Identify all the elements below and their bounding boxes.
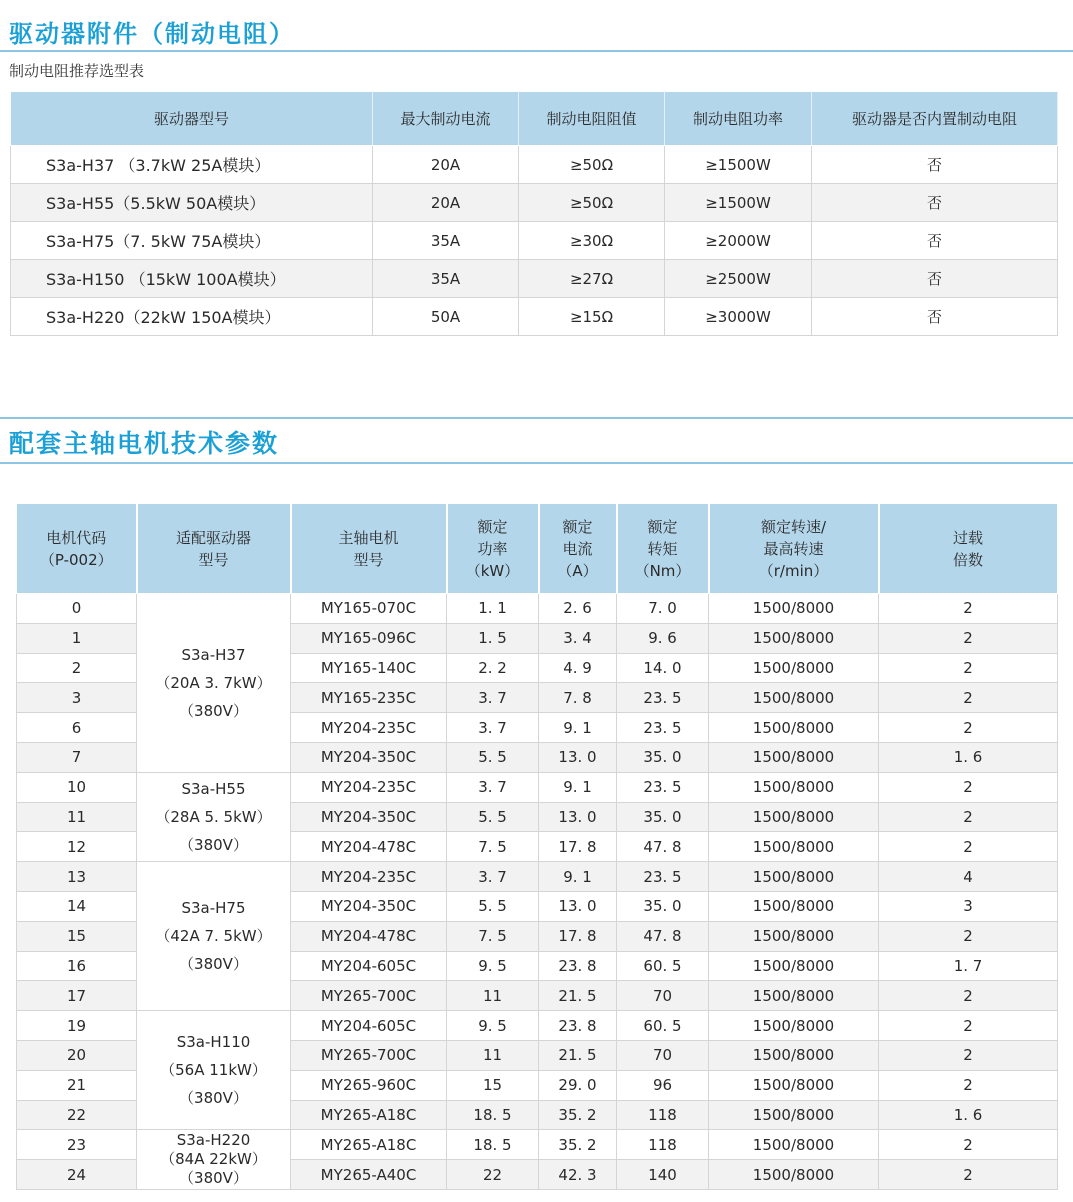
table-cell: MY204-605C (291, 951, 447, 981)
table-cell: 9. 5 (447, 951, 539, 981)
motor-code-cell: 14 (17, 891, 137, 921)
table-cell: 23. 5 (617, 862, 709, 892)
column-header (17, 504, 137, 594)
table-cell: 2 (879, 1011, 1058, 1041)
table-row (11, 184, 1058, 222)
table-cell: ≥1500W (665, 146, 812, 184)
header-line: （Nm） (634, 561, 691, 580)
table-cell: MY265-700C (291, 981, 447, 1011)
spindle-motor-table (16, 503, 1059, 1190)
header-line: 转矩 (647, 539, 678, 558)
driver-model-cell (137, 862, 291, 1011)
table-cell: 35. 0 (617, 891, 709, 921)
table-cell: 2 (879, 1130, 1058, 1160)
motor-code-cell: 19 (17, 1011, 137, 1041)
table-cell: ≥50Ω (519, 184, 665, 222)
table-cell: MY204-235C (291, 772, 447, 802)
table-cell: 3. 7 (447, 713, 539, 743)
driver-model-cell (137, 1011, 291, 1130)
driver-line: S3a-H220 (176, 1131, 251, 1150)
table-cell: 7. 5 (447, 832, 539, 862)
driver-model-cell (137, 772, 291, 861)
table-row (11, 146, 1058, 184)
column-header (539, 504, 617, 594)
motor-code-cell: 23 (17, 1130, 137, 1160)
driver-line: S3a-H110 (176, 1033, 251, 1052)
table-cell: 60. 5 (617, 951, 709, 981)
table-cell: 1500/8000 (709, 742, 879, 772)
table-cell: 50A (373, 298, 519, 336)
section2-top-divider (0, 417, 1073, 419)
table-cell: 1500/8000 (709, 1100, 879, 1130)
column-header: 最大制动电流 (373, 92, 519, 146)
header-line: 倍数 (952, 550, 983, 569)
table-cell: 70 (617, 1040, 709, 1070)
table-cell: 5. 5 (447, 802, 539, 832)
column-header: 驱动器是否内置制动电阻 (812, 92, 1058, 146)
table-cell: 3. 7 (447, 683, 539, 713)
table-cell: 2 (879, 802, 1058, 832)
table-cell: 21. 5 (539, 981, 617, 1011)
table-cell: 1500/8000 (709, 802, 879, 832)
motor-code-cell: 1 (17, 623, 137, 653)
table-cell: 20A (373, 184, 519, 222)
header-line: （P-002） (39, 550, 113, 569)
motor-code-cell: 12 (17, 832, 137, 862)
column-header (879, 504, 1058, 594)
table-cell: 2 (879, 1040, 1058, 1070)
motor-code-cell: 22 (17, 1100, 137, 1130)
table-cell: 1500/8000 (709, 623, 879, 653)
table-cell: MY265-700C (291, 1040, 447, 1070)
driver-model-cell (137, 594, 291, 773)
table-cell: 1. 6 (879, 1100, 1058, 1130)
table-row (17, 1130, 1058, 1160)
table-cell: 23. 8 (539, 1011, 617, 1041)
section1-title: 驱动器附件（制动电阻） (9, 19, 295, 48)
table-row (17, 1011, 1058, 1041)
table-row (17, 862, 1058, 892)
table-cell: MY204-350C (291, 891, 447, 921)
table-cell: 23. 5 (617, 683, 709, 713)
motor-code-cell: 20 (17, 1040, 137, 1070)
table-cell: ≥50Ω (519, 146, 665, 184)
header-line: 型号 (198, 550, 229, 569)
braking-resistor-table (10, 91, 1058, 336)
driver-model-cell: S3a-H150 （15kW 100A模块） (11, 260, 373, 298)
table-cell: MY265-A18C (291, 1130, 447, 1160)
table-cell: 11 (447, 1040, 539, 1070)
header-line: （A） (557, 561, 598, 580)
table-cell: 1500/8000 (709, 951, 879, 981)
motor-code-cell: 2 (17, 653, 137, 683)
table-cell: 2 (879, 921, 1058, 951)
table-cell: 47. 8 (617, 832, 709, 862)
table-cell: 1500/8000 (709, 1011, 879, 1041)
table-row (11, 298, 1058, 336)
table-cell: 42. 3 (539, 1160, 617, 1190)
motor-code-cell: 6 (17, 713, 137, 743)
column-header: 驱动器型号 (11, 92, 373, 146)
table-cell: 118 (617, 1100, 709, 1130)
header-line: 功率 (477, 539, 508, 558)
table-cell: 47. 8 (617, 921, 709, 951)
table-cell: 2 (879, 1070, 1058, 1100)
table-cell: MY204-235C (291, 713, 447, 743)
column-header (447, 504, 539, 594)
table-cell: 35A (373, 260, 519, 298)
table-cell: 5. 5 (447, 891, 539, 921)
column-header: 制动电阻阻值 (519, 92, 665, 146)
table-cell: 23. 5 (617, 772, 709, 802)
column-header: 制动电阻功率 (665, 92, 812, 146)
table-cell: 3. 7 (447, 772, 539, 802)
table-cell: 7. 0 (617, 594, 709, 624)
table-cell: 60. 5 (617, 1011, 709, 1041)
table-cell: MY265-A40C (291, 1160, 447, 1190)
table-cell: 2 (879, 832, 1058, 862)
table-cell: 23. 8 (539, 951, 617, 981)
table-cell: MY204-350C (291, 802, 447, 832)
table-cell: 1500/8000 (709, 772, 879, 802)
table-cell: 118 (617, 1130, 709, 1160)
table-cell: 17. 8 (539, 832, 617, 862)
table-row (11, 222, 1058, 260)
table-cell: 7. 5 (447, 921, 539, 951)
motor-code-cell: 10 (17, 772, 137, 802)
driver-model-cell (137, 1130, 291, 1190)
table-cell: MY265-A18C (291, 1100, 447, 1130)
column-header (709, 504, 879, 594)
table-cell: 2 (879, 713, 1058, 743)
header-line: 适配驱动器 (175, 528, 251, 547)
table-cell: 2 (879, 683, 1058, 713)
table-cell: ≥2000W (665, 222, 812, 260)
table-cell: 22 (447, 1160, 539, 1190)
table-cell: 否 (812, 184, 1058, 222)
header-line: 额定 (647, 517, 678, 536)
table-cell: 2 (879, 1160, 1058, 1190)
motor-code-cell: 13 (17, 862, 137, 892)
table-cell: MY165-235C (291, 683, 447, 713)
header-line: （kW） (465, 561, 520, 580)
driver-line: S3a-H75 (181, 899, 246, 918)
motor-code-cell: 0 (17, 594, 137, 624)
driver-model-cell: S3a-H75（7. 5kW 75A模块） (11, 222, 373, 260)
motor-code-cell: 24 (17, 1160, 137, 1190)
table-cell: 1500/8000 (709, 981, 879, 1011)
table-cell: 否 (812, 298, 1058, 336)
header-line: 型号 (353, 550, 384, 569)
table-cell: 1. 7 (879, 951, 1058, 981)
driver-line: （42A 7. 5kW） (155, 927, 272, 946)
driver-line: （84A 22kW） (160, 1150, 267, 1169)
table-cell: 21. 5 (539, 1040, 617, 1070)
table-cell: 11 (447, 981, 539, 1011)
table-cell: 13. 0 (539, 742, 617, 772)
motor-code-cell: 15 (17, 921, 137, 951)
table-cell: 18. 5 (447, 1130, 539, 1160)
table-cell: 否 (812, 146, 1058, 184)
table-cell: 9. 1 (539, 713, 617, 743)
table-cell: 13. 0 (539, 802, 617, 832)
header-line: 额定 (562, 517, 593, 536)
table-cell: 2 (879, 594, 1058, 624)
table-cell: 23. 5 (617, 713, 709, 743)
section2-title: 配套主轴电机技术参数 (9, 429, 280, 458)
table-cell: 否 (812, 222, 1058, 260)
header-line: （r/min） (758, 561, 829, 580)
driver-line: S3a-H55 (181, 779, 246, 798)
table-cell: 13. 0 (539, 891, 617, 921)
table-cell: 9. 1 (539, 772, 617, 802)
table-cell: 2. 6 (539, 594, 617, 624)
table-cell: 18. 5 (447, 1100, 539, 1130)
table-cell: 1500/8000 (709, 1130, 879, 1160)
table-cell: ≥3000W (665, 298, 812, 336)
table-cell: 35. 0 (617, 802, 709, 832)
table-cell: 9. 1 (539, 862, 617, 892)
motor-code-cell: 7 (17, 742, 137, 772)
section1-subtitle: 制动电阻推荐选型表 (9, 62, 145, 80)
table-cell: 1500/8000 (709, 1160, 879, 1190)
table-cell: ≥30Ω (519, 222, 665, 260)
header-line: 过载 (952, 528, 983, 547)
table-cell: 2 (879, 653, 1058, 683)
table-cell: 29. 0 (539, 1070, 617, 1100)
table-cell: MY204-478C (291, 921, 447, 951)
table-cell: ≥2500W (665, 260, 812, 298)
table-cell: 140 (617, 1160, 709, 1190)
table-cell: 1500/8000 (709, 1070, 879, 1100)
motor-code-cell: 17 (17, 981, 137, 1011)
table-cell: MY204-478C (291, 832, 447, 862)
motor-code-cell: 3 (17, 683, 137, 713)
table-cell: MY165-140C (291, 653, 447, 683)
table-cell: 3. 4 (539, 623, 617, 653)
driver-line: （380V） (179, 835, 248, 854)
motor-code-cell: 21 (17, 1070, 137, 1100)
table-cell: 3 (879, 891, 1058, 921)
table-cell: 1500/8000 (709, 683, 879, 713)
table-cell: 3. 7 (447, 862, 539, 892)
column-header (137, 504, 291, 594)
table-cell: 35A (373, 222, 519, 260)
column-header (617, 504, 709, 594)
table-cell: 35. 2 (539, 1100, 617, 1130)
table-cell: MY265-960C (291, 1070, 447, 1100)
header-line: 主轴电机 (338, 528, 399, 547)
table-cell: 1500/8000 (709, 1040, 879, 1070)
table-cell: 9. 5 (447, 1011, 539, 1041)
table-cell: MY204-235C (291, 862, 447, 892)
table-cell: 20A (373, 146, 519, 184)
section2-bottom-divider (0, 462, 1073, 464)
table-cell: 1. 6 (879, 742, 1058, 772)
table-cell: 15 (447, 1070, 539, 1100)
table-cell: 17. 8 (539, 921, 617, 951)
table-row (17, 594, 1058, 624)
table-cell: 35. 0 (617, 742, 709, 772)
table-cell: 35. 2 (539, 1130, 617, 1160)
table-cell: MY165-070C (291, 594, 447, 624)
table-row (17, 772, 1058, 802)
driver-line: （56A 11kW） (160, 1061, 267, 1080)
header-line: 最高转速 (763, 539, 824, 558)
header-line: 额定转速/ (760, 517, 827, 536)
table-cell: ≥27Ω (519, 260, 665, 298)
driver-line: （380V） (179, 701, 248, 720)
table-cell: 2 (879, 772, 1058, 802)
top-divider (0, 50, 1073, 52)
table-cell: 4. 9 (539, 653, 617, 683)
table-cell: 1500/8000 (709, 713, 879, 743)
column-header (291, 504, 447, 594)
driver-model-cell: S3a-H37 （3.7kW 25A模块） (11, 146, 373, 184)
driver-line: （380V） (179, 1089, 248, 1108)
table-cell: 2. 2 (447, 653, 539, 683)
table-cell: 96 (617, 1070, 709, 1100)
table-cell: 9. 6 (617, 623, 709, 653)
table-cell: 4 (879, 862, 1058, 892)
table-cell: ≥15Ω (519, 298, 665, 336)
table-cell: 否 (812, 260, 1058, 298)
driver-model-cell: S3a-H220（22kW 150A模块） (11, 298, 373, 336)
table-cell: MY165-096C (291, 623, 447, 653)
table-cell: ≥1500W (665, 184, 812, 222)
table-cell: 1. 1 (447, 594, 539, 624)
table-cell: 1500/8000 (709, 891, 879, 921)
table-row (11, 260, 1058, 298)
table-cell: 14. 0 (617, 653, 709, 683)
motor-code-cell: 11 (17, 802, 137, 832)
table-cell: 1500/8000 (709, 862, 879, 892)
table-cell: 2 (879, 623, 1058, 653)
header-line: 额定 (477, 517, 508, 536)
table-cell: 1500/8000 (709, 594, 879, 624)
driver-model-cell: S3a-H55（5.5kW 50A模块） (11, 184, 373, 222)
table-cell: 1500/8000 (709, 921, 879, 951)
table-cell: MY204-350C (291, 742, 447, 772)
table-cell: 2 (879, 981, 1058, 1011)
table-cell: MY204-605C (291, 1011, 447, 1041)
table-cell: 70 (617, 981, 709, 1011)
driver-line: （20A 3. 7kW） (155, 673, 272, 692)
driver-line: （380V） (179, 955, 248, 974)
driver-line: S3a-H37 (181, 645, 246, 664)
table-cell: 1. 5 (447, 623, 539, 653)
driver-line: （380V） (179, 1169, 248, 1188)
driver-line: （28A 5. 5kW） (155, 807, 272, 826)
motor-code-cell: 16 (17, 951, 137, 981)
table-cell: 1500/8000 (709, 832, 879, 862)
header-line: 电机代码 (46, 528, 107, 547)
header-line: 电流 (562, 539, 593, 558)
table-cell: 7. 8 (539, 683, 617, 713)
table-cell: 1500/8000 (709, 653, 879, 683)
table-cell: 5. 5 (447, 742, 539, 772)
